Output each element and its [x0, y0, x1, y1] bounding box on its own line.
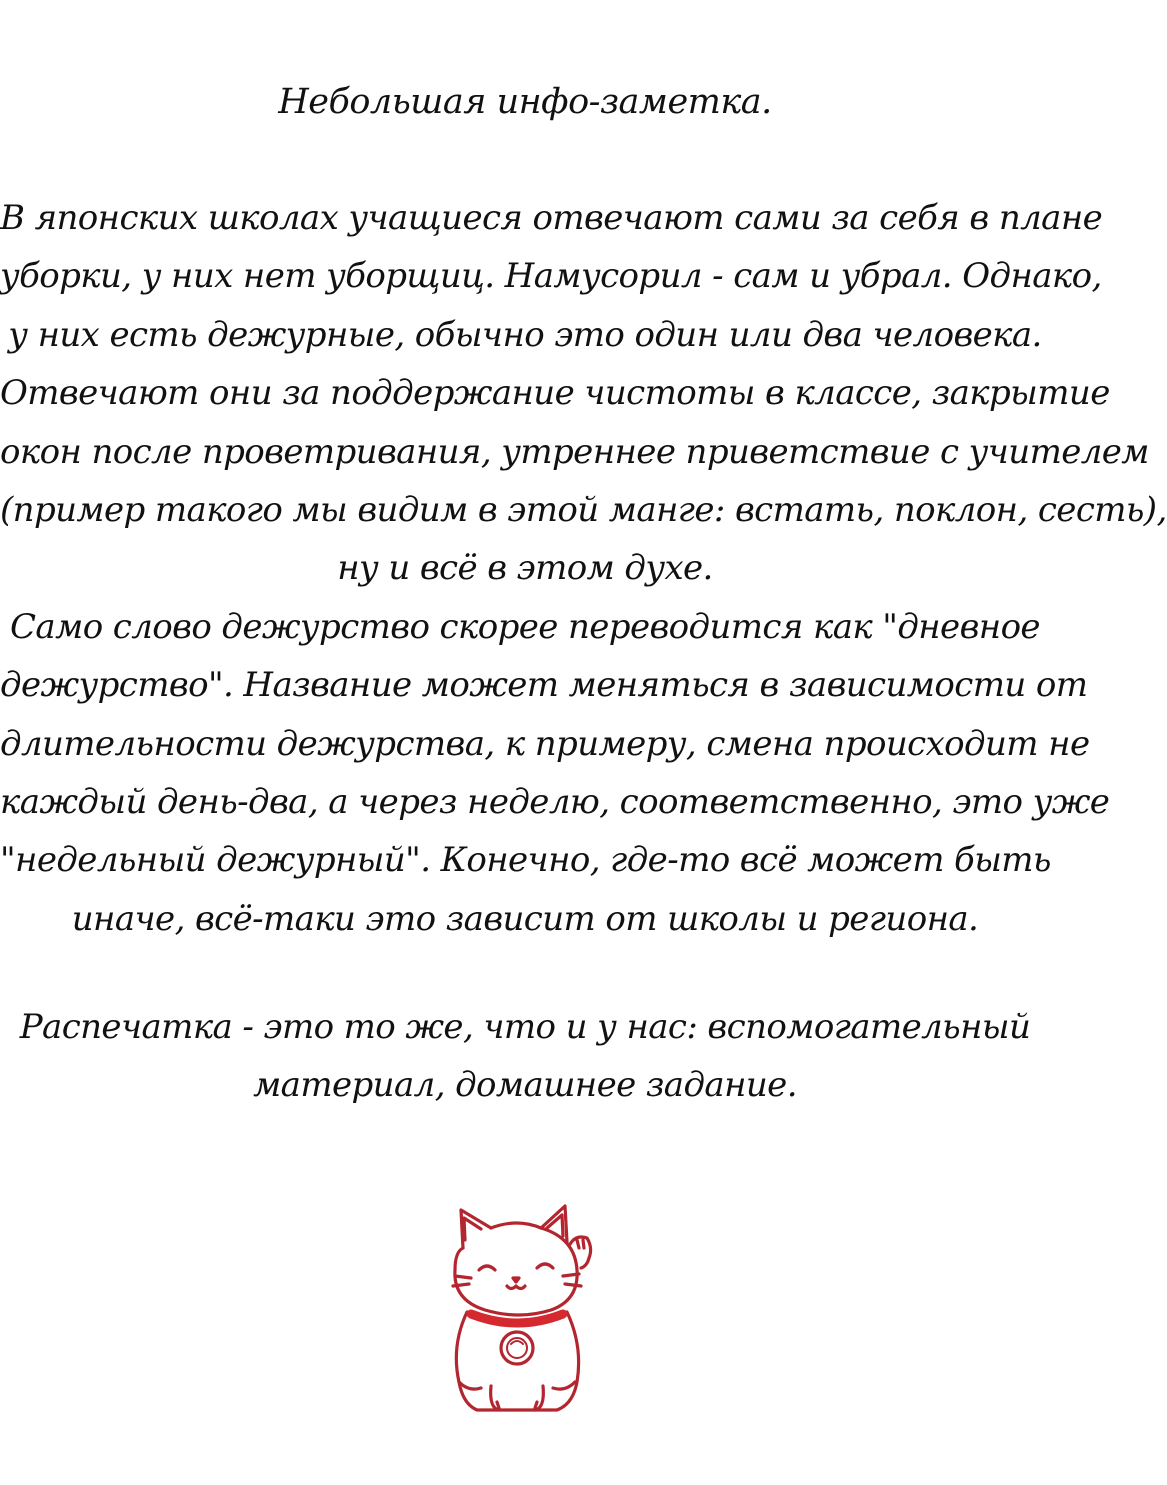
paragraph-handout [0, 998, 1050, 1115]
text-line: длительности дежурства, к примеру, смена происходит не [0, 723, 1090, 764]
text-line: у них есть дежурные, обычно это один или два человека. [8, 314, 1042, 355]
text-line: ну и всё в этом духе. [337, 548, 713, 589]
text-line: каждый день-два, а через неделю, соответственно, это уже [0, 782, 1110, 823]
text-line: (пример такого мы видим в этой манге: встать, поклон, сесть), [0, 490, 1167, 531]
note-title: Небольшая инфо-заметка. [278, 82, 772, 122]
text-line: уборки, у них нет уборщиц. Намусорил - сам и убрал. Однако, [0, 256, 1102, 297]
text-line: Само слово дежурство скорее переводится как "дневное [10, 606, 1040, 647]
maneki-neko-cat-icon [441, 1196, 593, 1418]
text-line: окон после проветривания, утреннее приветствие с учителем [0, 431, 1149, 472]
text-line: дежурство". Название может меняться в зависимости от [0, 665, 1088, 706]
text-line: иначе, всё-таки это зависит от школы и региона. [71, 898, 979, 939]
text-line: "недельный дежурный". Конечно, где-то всё может быть [0, 840, 1051, 881]
text-line: материал, домашнее задание. [253, 1065, 797, 1106]
paragraph-school-duty [0, 189, 1167, 948]
text-line: Распечатка - это то же, что и у нас: вспомогательный [19, 1007, 1031, 1047]
text-line: Отвечают они за поддержание чистоты в классе, закрытие [0, 373, 1110, 414]
text-line: В японских школах учащиеся отвечают сами за себя в плане [0, 198, 1103, 238]
